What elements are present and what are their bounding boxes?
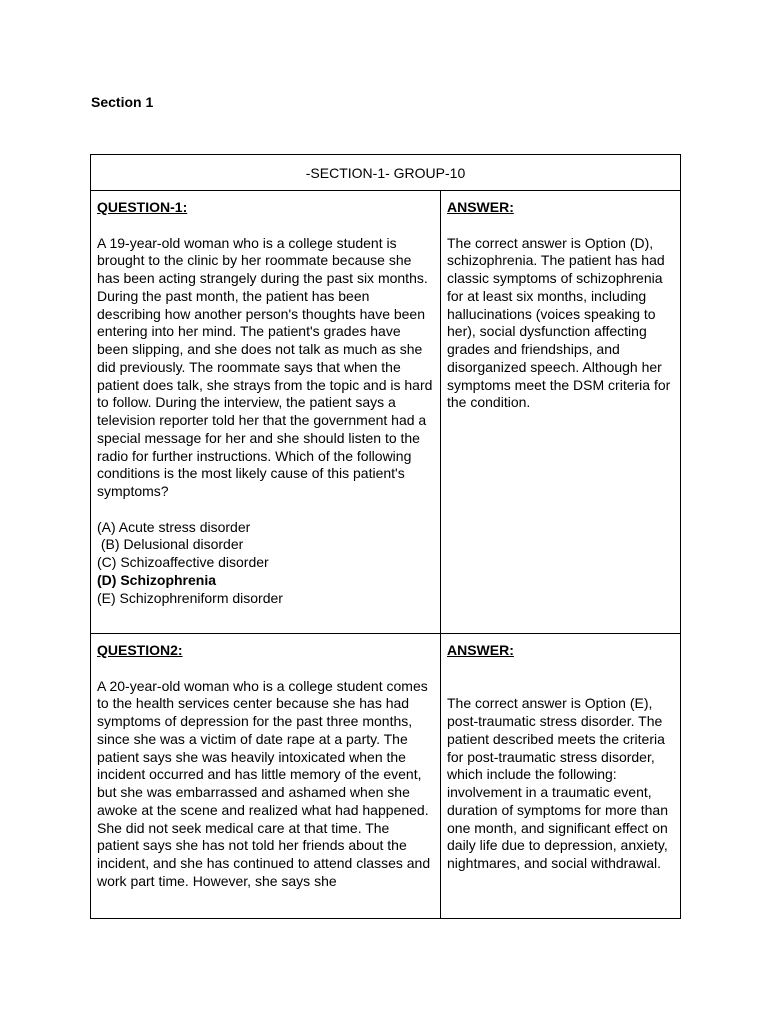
option-e: (E) Schizophreniform disorder (97, 589, 283, 606)
answer-label: ANSWER: (447, 642, 514, 658)
section-heading: Section 1 (91, 94, 154, 110)
question-text: A 20-year-old woman who is a college student comes to the health services center because she has had symptoms of depression for the past three months, since she was a victim of date rape at a party. The patient says she was heavily intoxicated when the incident occurred and has little memory of the event, but she was embarrassed and ashamed when she awoke at the scene and realized what had happened. She did not seek medical care at that time. The patient says she has not told her friends about the incident, and she has continued to attend classes and work part time. However, she says she (97, 677, 431, 889)
table-title: -SECTION-1- GROUP-10 (91, 155, 680, 191)
question-label: QUESTION2: (97, 642, 183, 658)
answer-text: The correct answer is Option (D), schizophrenia. The patient has had classic symptoms of schizophrenia for at least six months, including hallucinations (voices speaking to her), social dysfunction affecting grades and friendships, and disorganized speech. Although her symptoms meet the DSM criteria for the condition. (447, 234, 671, 411)
answer-cell (441, 191, 680, 633)
answer-cell (441, 634, 680, 918)
question-label: QUESTION-1: (97, 199, 188, 215)
answer-text: The correct answer is Option (E), post-traumatic stress disorder. The patient described meets the criteria for post-traumatic stress disorder, which include the following: involvement in a traumatic event, duration of symptoms for more than one month, and significant effect on daily life due to depression, anxiety, nightmares, and social withdrawal. (447, 695, 668, 871)
option-a: (A) Acute stress disorder (97, 518, 251, 535)
options-list (97, 519, 433, 608)
question-row (91, 634, 680, 918)
option-b: (B) Delusional disorder (97, 536, 244, 553)
answer-label: ANSWER: (447, 199, 514, 215)
question-table (90, 154, 681, 919)
option-d-correct: (D) Schizophrenia (97, 571, 217, 588)
question-cell (91, 634, 441, 918)
question-text: A 19-year-old woman who is a college student is brought to the clinic by her roommate because she has been acting strangely during the past six months. During the past month, the patient has been describing how another person's thoughts have been entering into her mind. The patient's grades have been slipping, and she does not talk as much as she did previously. The roommate says that when the patient does talk, she strays from the topic and is hard to follow. During the interview, the patient says a television reporter told her that the government had a special message for her and she should listen to the radio for further instructions. Which of the following conditions is the most likely cause of this patient's symptoms? (97, 234, 433, 499)
option-c: (C) Schizoaffective disorder (97, 554, 269, 570)
question-row (91, 191, 680, 634)
question-cell (91, 191, 441, 633)
